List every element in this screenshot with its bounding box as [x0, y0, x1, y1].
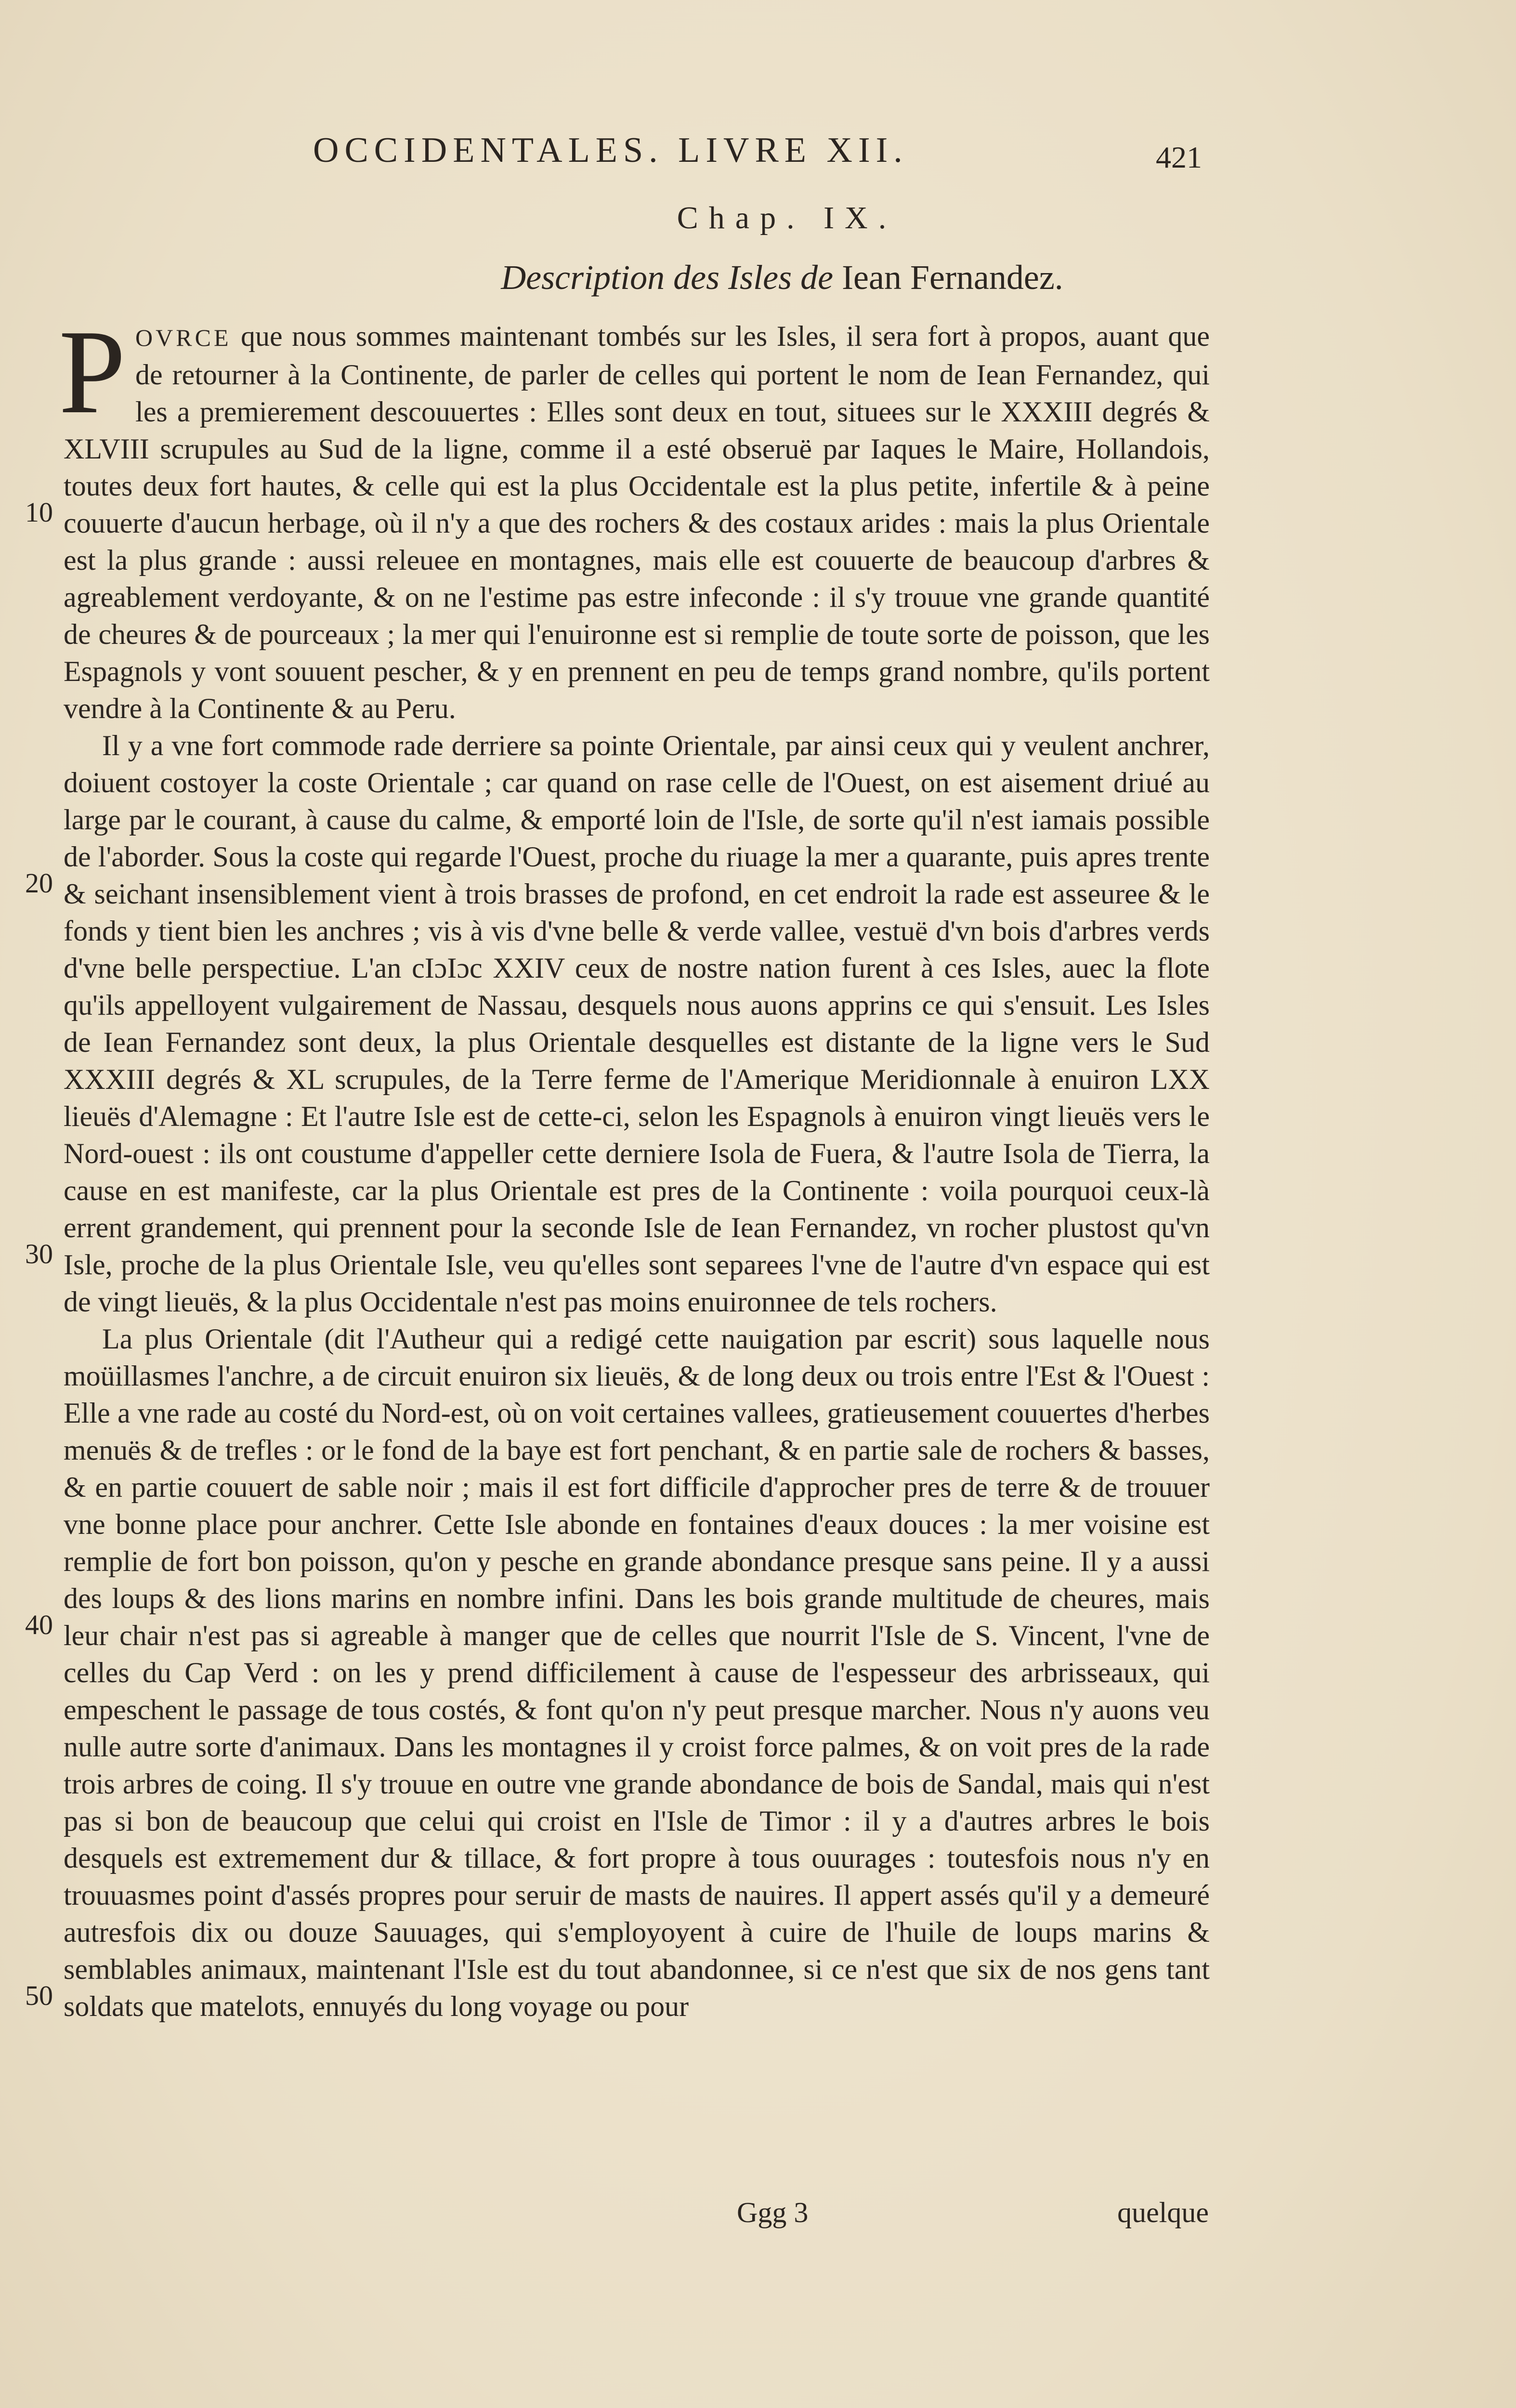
opening-small-caps: OVRCE	[135, 324, 232, 351]
line-number-50: 50	[25, 1980, 53, 2011]
page-number: 421	[1156, 140, 1202, 174]
page-footer	[737, 2196, 1209, 2229]
line-number-30: 30	[25, 1238, 53, 1269]
chapter-title	[0, 258, 1516, 298]
chapter-title-italic: Description des Isles de	[501, 258, 834, 297]
catchword: quelque	[1117, 2197, 1209, 2228]
drop-cap: P	[59, 305, 126, 439]
paragraph-2: Il y a vne fort commode rade derriere sa pointe Orientale, par ainsi ceux qui y veulent anchrer, doiuent costoyer la coste Orientale ; car quand on rase celle de l'Ouest, on est aisement driué au large par le courant, à cause du calme, & emporté loin de l'Isle, de sorte qu'il n'est iamais possible de l'aborder. Sous la coste qui regarde l'Ouest, proche du riuage la mer a quarante, puis apres trente & seichant insensiblement vient à trois brasses de profond, en cet endroit la rade est asseuree & le fonds y tient bien les anchres ; vis à vis d'vne belle & verde vallee, vestuë d'vn bois d'arbres verds d'vne belle perspectiue. L'an cIɔIɔc XXIV ceux de nostre nation furent à ces Isles, auec la flote qu'ils appelloyent vulgairement de Nassau, desquels nous auons apprins ce qui s'ensuit. Les Isles de Iean Fernandez sont deux, la plus Orientale desquelles est distante de la ligne vers le Sud XXXIII degrés & XL scrupules, de la Terre ferme de l'Amerique Meridionnale à enuiron LXX lieuës d'Alemagne : Et l'autre Isle est de cette-ci, selon les Espagnols à enuiron vingt lieuës vers le Nord-ouest : ils ont coustume d'appeller cette derniere Isola de Fuera, & l'autre Isola de Tierra, la cause en est manifeste, car la plus Orientale est pres de la Continente : voila pourquoi ceux-là errent grandement, qui prennent pour la seconde Isle de Iean Fernandez, vn rocher plustost qu'vn Isle, proche de la plus Orientale Isle, veu qu'elles sont separees l'vne de l'autre d'vn espace qui est de vingt lieuës, & la plus Occidentale n'est pas moins enuironnee de tels rochers.	[64, 730, 1210, 1318]
chapter-heading: Chap. IX.	[677, 200, 897, 236]
line-number-20: 20	[25, 867, 53, 899]
signature-mark: Ggg 3	[737, 2197, 809, 2228]
running-head: OCCIDENTALES. LIVRE XII.	[313, 131, 908, 170]
line-number-10: 10	[25, 497, 53, 528]
paragraph-1-text: que nous sommes maintenant tombés sur les Isles, il sera fort à propos, auant que de retourner à la Continente, de parler de celles qui portent le nom de Iean Fernandez, qui les a premierement descouuertes : Elles sont deux en tout, situees sur le XXXIII degrés & XLVIII scrupules au Sud de la ligne, comme il a esté obseruë par Iaques le Maire, Hollandois, toutes deux fort hautes, & celle qui est la plus Occidentale est la plus petite, infertile & à peine couuerte d'aucun herbage, où il n'y a que des rochers & des costaux arides : mais la plus Orientale est la plus grande : aussi releuee en montagnes, mais elle est couuerte de beaucoup d'arbres & agreablement verdoyante, & on ne l'estime pas estre infeconde : il s'y trouue vne grande quantité de cheures & de pourceaux ; la mer qui l'enuironne est si remplie de toute sorte de poisson, que les Espagnols y vont souuent pescher, & y en prennent en peu de temps grand nombre, qu'ils portent vendre à la Continente & au Peru.	[64, 320, 1210, 724]
chapter-title-roman: Iean Fernandez.	[842, 258, 1063, 297]
body-text	[59, 305, 1210, 2025]
paragraph-3: La plus Orientale (dit l'Autheur qui a redigé cette nauigation par escrit) sous laquelle nous moüillasmes l'anchre, a de circuit enuiron six lieuës, & de long deux ou trois entre l'Est & l'Ouest : Elle a vne rade au costé du Nord-est, où on voit certaines vallees, gratieusement couuertes d'herbes menuës & de trefles : or le fond de la baye est fort penchant, & en partie sale de rochers & basses, & en partie couuert de sable noir ; mais il est fort difficile d'approcher pres de terre & de trouuer vne bonne place pour anchrer. Cette Isle abonde en fontaines d'eaux douces : la mer voisine est remplie de fort bon poisson, qu'on y pesche en grande abondance presque sans peine. Il y a aussi des loups & des lions marins en nombre infini. Dans les bois grande multitude de cheures, mais leur chair n'est pas si agreable à manger que de celles que nourrit l'Isle de S. Vincent, l'vne de celles du Cap Verd : on les y prend difficilement à cause de l'espesseur des arbrisseaux, qui empeschent le passage de tous costés, & font qu'on n'y peut presque marcher. Nous n'y auons veu nulle autre sorte d'animaux. Dans les montagnes il y croist force palmes, & on voit pres de la rade trois arbres de coing. Il s'y trouue en outre vne grande abondance de bois de Sandal, mais qui n'est pas si bon de beaucoup que celui qui croist en l'Isle de Timor : il y a d'autres arbres le bois desquels est extremement dur & tillace, & fort propre à tous ouurages : toutesfois nous n'y en trouuasmes point d'assés propres pour seruir de masts de nauires. Il appert assés qu'il y a demeuré autresfois dix ou douze Sauuages, qui s'employoyent à cuire de l'huile de loups marins & semblables animaux, maintenant l'Isle est du tout abandonnee, si ce n'est que six de nos gens tant soldats que matelots, ennuyés du long voyage ou pour	[64, 1323, 1210, 2022]
line-number-40: 40	[25, 1609, 53, 1640]
paragraph-1	[59, 305, 1210, 727]
